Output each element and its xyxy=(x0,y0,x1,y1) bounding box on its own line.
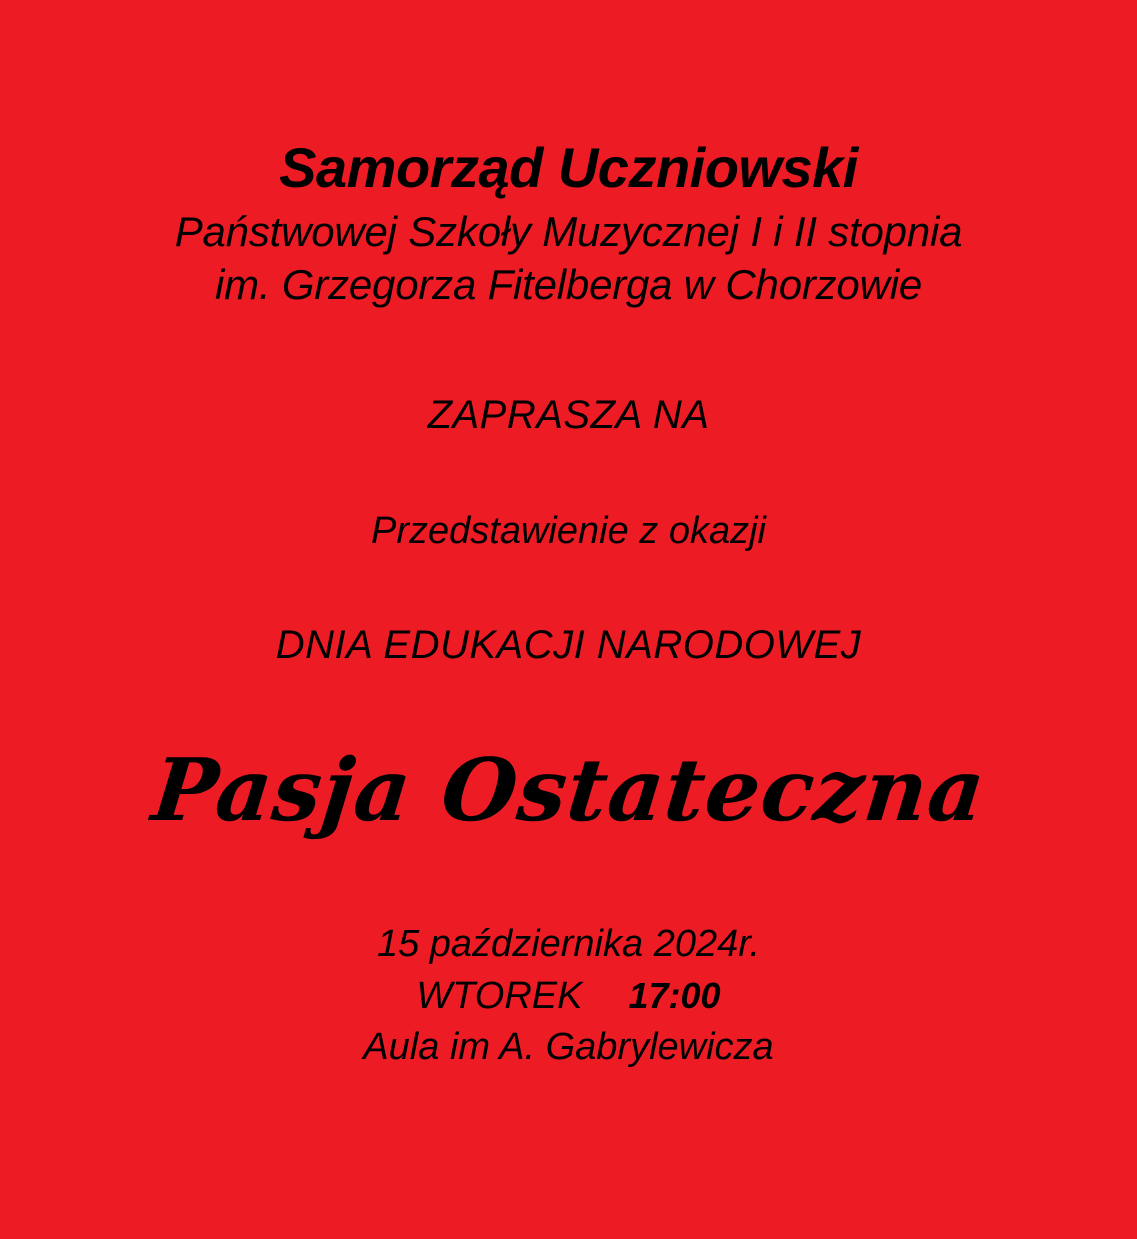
organizer-block xyxy=(0,138,1137,311)
occasion-text: Przedstawienie z okazji xyxy=(371,510,766,553)
event-details xyxy=(0,919,1137,1073)
event-date: 15 października 2024r. xyxy=(376,923,761,966)
school-name-line-1: Państwowej Szkoły Muzycznej I i II stopnia xyxy=(174,208,963,256)
event-time: 17:00 xyxy=(628,974,721,1016)
school-name-line-2: im. Grzegorza Fitelberga w Chorzowie xyxy=(214,260,923,308)
page-title: Samorząd Uczniowski xyxy=(279,136,858,199)
show-title: Pasja Ostateczna xyxy=(147,740,990,842)
holiday-name: DNIA EDUKACJI NARODOWEJ xyxy=(275,623,862,668)
event-weekday: WTOREK xyxy=(416,974,583,1017)
invitation-text: ZAPRASZA NA xyxy=(427,393,710,438)
event-weekday-time-row xyxy=(0,971,1137,1022)
event-venue: Aula im A. Gabrylewicza xyxy=(363,1026,774,1069)
